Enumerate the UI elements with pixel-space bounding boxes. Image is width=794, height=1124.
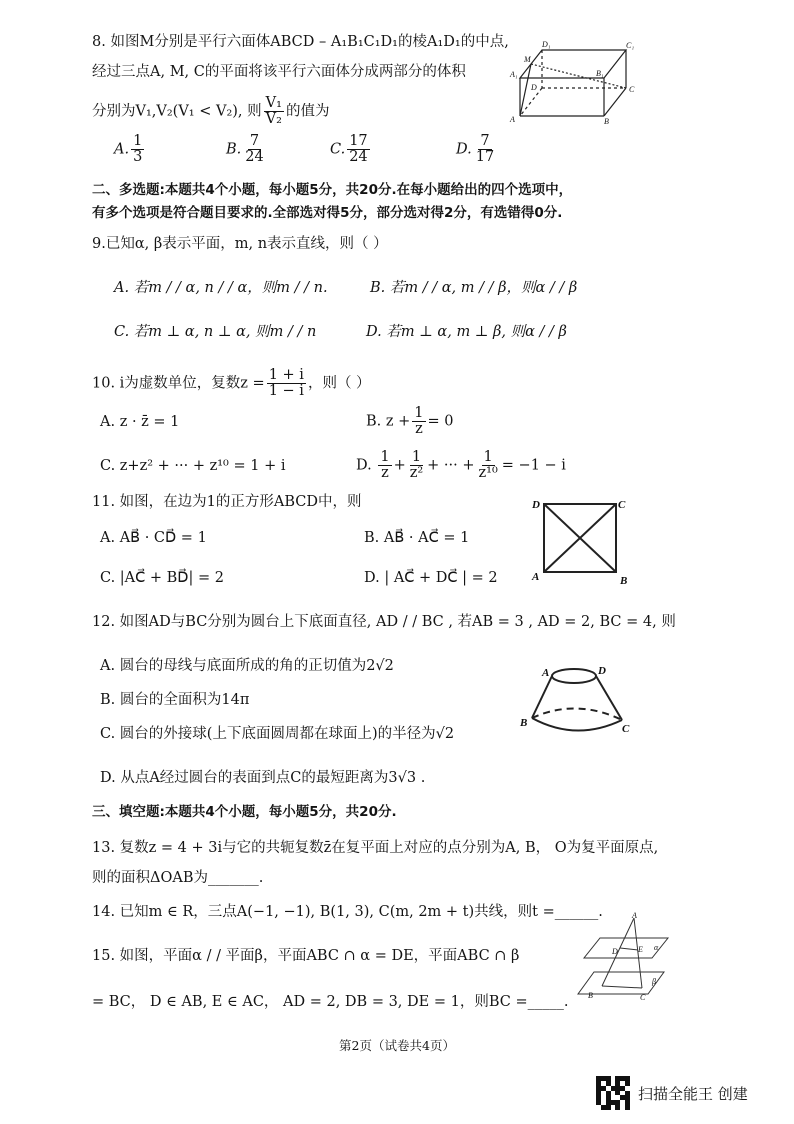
q12-option-a: A. 圆台的母线与底面所成的角的正切值为2√2 (100, 658, 394, 674)
fig15-label-A: A (632, 912, 637, 920)
q11-stem: 11. 如图，在边为1的正方形ABCD中，则 (92, 494, 362, 510)
q8-option-c: C. $\frac{17}{24}$ (330, 133, 368, 165)
scanner-label: 扫描全能王 创建 (638, 1084, 748, 1103)
fig8-label-C: C (629, 85, 635, 94)
parallelepiped-figure (508, 38, 654, 124)
q8-line1: 8. 如图M分别是平行六面体ABCD – A₁B₁C₁D₁的棱A₁D₁的中点, (92, 34, 509, 50)
q9-stem: 9.已知α, β表示平面，m, n表示直线，则（ ） (92, 236, 388, 252)
frustum-figure (516, 662, 636, 742)
fig12-label-A: A (542, 667, 550, 679)
q9-option-b: B. 若m / / α, m / / β，则α / / β (370, 280, 578, 296)
q11-option-d: D. | AC⃗ + DC⃗ | = 2 (364, 570, 498, 586)
q8-line3: 分别为V₁,V₂(V₁ < V₂), 则 $\frac{\text{V₁}}{\text{V₂}}$ 的值为 (92, 95, 330, 127)
q10-z-fraction: $\frac{1 + i}{1 - i}$ (268, 367, 304, 399)
fig12-label-D: D (598, 665, 606, 677)
fig15-label-D: D (612, 947, 618, 956)
fig8-label-A1: A₁ (510, 70, 518, 79)
q9-option-c: C. 若m ⊥ α, n ⊥ α, 则m / / n (114, 324, 317, 340)
fig8-label-A: A (510, 115, 515, 124)
square-figure (528, 496, 632, 586)
fig15-label-E: E (638, 945, 643, 954)
fig11-label-D: D (532, 499, 540, 511)
q10-option-b: B. z + $\frac{1}{z}$ = 0 (366, 405, 454, 437)
fig11-label-A: A (532, 571, 540, 583)
fig15-label-alpha: α (654, 943, 659, 952)
fig8-label-B: B (604, 117, 609, 124)
fig12-label-C: C (622, 723, 630, 735)
q10-option-c: C. z+z² + ··· + z¹⁰ = 1 + i (100, 458, 286, 474)
q10-stem: 10. i为虚数单位，复数z = $\frac{1 + i}{1 - i}$ ，则（ ） (92, 367, 371, 399)
fig8-label-B1: B₁ (596, 69, 604, 78)
section2-line1: 二、多选题:本题共4个小题，每小题5分，共20分.在每小题给出的四个选项中， (92, 182, 573, 198)
fig11-label-B: B (620, 575, 628, 586)
q12-option-c: C. 圆台的外接球(上下底面圆周都在球面上)的半径为√2 (100, 726, 455, 742)
fig8-label-M: M (524, 55, 531, 64)
qr-code-icon (596, 1076, 630, 1110)
q12-stem: 12. 如图AD与BC分别为圆台上下底面直径, AD / / BC , 若AB = 3 , AD = 2, BC = 4, 则 (92, 614, 676, 630)
q11-option-a: A. AB⃗ · CD⃗ = 1 (100, 530, 207, 546)
fig15-label-beta: β (652, 977, 656, 986)
fig15-label-C: C (640, 993, 646, 1002)
fig8-label-C1: C₁ (626, 41, 635, 50)
parallel-planes-figure (572, 912, 672, 1004)
q13-line2: 则的面积ΔOAB为_______. (92, 870, 264, 886)
q10-option-d: D. $\frac{1}{z}$ + $\frac{1}{\text{z²}}$ + ··· + $\frac{1}{\text{z¹⁰}}$ = −1 − i (356, 449, 566, 481)
q11-option-b: B. AB⃗ · AC⃗ = 1 (364, 530, 470, 546)
fig15-label-B: B (588, 991, 593, 1000)
fig12-label-B: B (520, 717, 528, 729)
fig8-label-D1: D₁ (542, 40, 551, 49)
q9-option-d: D. 若m ⊥ α, m ⊥ β, 则α / / β (366, 324, 567, 340)
page-footer: 第2页（试卷共4页） (339, 1038, 455, 1053)
q8-ratio-fraction: $\frac{\text{V₁}}{\text{V₂}}$ (265, 95, 282, 127)
q10-option-a: A. z · z̄ = 1 (100, 414, 180, 430)
q15-line2: = BC， D ∈ AB, E ∈ AC， AD = 2, DB = 3, DE = 1，则BC =_____. (92, 994, 569, 1010)
q9-option-a: A. 若m / / α, n / / α，则m / / n. (114, 280, 328, 296)
q8-option-d: D. $\frac{7}{17}$ (456, 133, 495, 165)
q8-option-b: B. $\frac{7}{24}$ (226, 133, 264, 165)
q8-line2: 经过三点A, M, C的平面将该平行六面体分成两部分的体积 (92, 64, 466, 80)
fig8-label-D: D (531, 83, 537, 92)
q13-line1: 13. 复数z = 4 + 3i与它的共轭复数z̄在复平面上对应的点分别为A, B， O为复平面原点, (92, 840, 659, 856)
q15-line1: 15. 如图，平面α / / 平面β，平面ABC ∩ α = DE，平面ABC ∩ β (92, 948, 520, 964)
section2-line2: 有多个选项是符合题目要求的.全部选对得5分，部分选对得2分，有选错得0分. (92, 205, 563, 221)
q11-option-c: C. |AC⃗ + BD⃗| = 2 (100, 570, 224, 586)
q12-option-d: D. 从点A经过圆台的表面到点C的最短距离为3√3 . (100, 770, 426, 786)
q12-option-b: B. 圆台的全面积为14π (100, 692, 250, 708)
scanner-watermark (596, 1076, 748, 1110)
q8-option-a: A. $\frac{1}{3}$ (114, 133, 143, 165)
fig11-label-C: C (618, 499, 626, 511)
q14-text: 14. 已知m ∈ R，三点A(−1, −1), B(1, 3), C(m, 2m + t)共线，则t =______. (92, 904, 603, 920)
section3-heading: 三、填空题:本题共4个小题，每小题5分，共20分. (92, 804, 397, 820)
